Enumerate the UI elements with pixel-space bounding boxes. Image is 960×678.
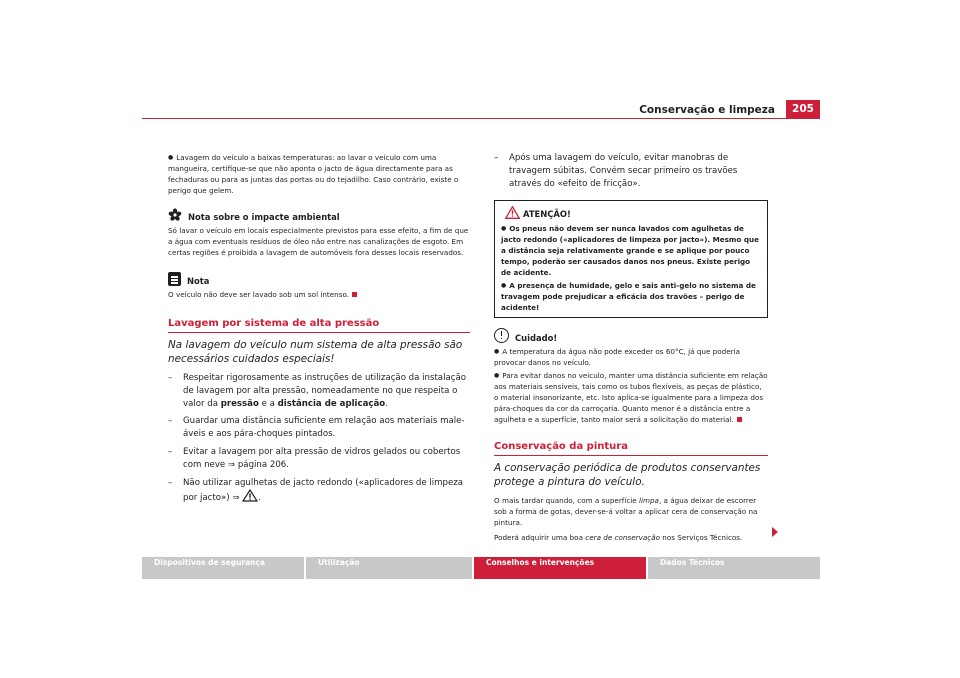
list-item: – Não utilizar agulhetas de jacto redondo («aplicadores de limpeza por jacto») ⇒ . — [168, 477, 464, 504]
caution-block — [494, 328, 768, 425]
warning-title: ATENÇÃO! — [523, 209, 571, 220]
caution-circle-icon — [494, 328, 509, 343]
instruction-list — [168, 372, 470, 505]
caution-item-distance: ● Para evitar danos no veículo, manter uma distância suficiente em relação aos materiais sensíveis, tais como os tubos flexíveis, as peças de plástico, o material insonorizante, etc. Isto aplica-se igualmente para a limpeza dos pára-choques da cor da carroçaria. Quanto menor é a distância entre a agulheta e a superfície, tanto maior será a solicitação do material. — [494, 371, 768, 424]
step-after-wash: Após uma lavagem do veículo, evitar manobras de travagem súbitas. Convém secar primeiro os travões através do «efeito de fricção». — [509, 153, 738, 189]
section-title-high-pressure: Lavagem por sistema de alta pressão — [168, 318, 380, 329]
list-item: – Após uma lavagem do veículo, evitar manobras de travagem súbitas. Convém secar primeiro os travões através do «efeito de fricção». — [494, 152, 768, 190]
right-column — [494, 152, 768, 543]
list-item: – Guardar uma distância suficiente em relação aos materiais maleáveis e aos pára-choques pintados. — [168, 416, 465, 440]
warning-box — [494, 200, 768, 318]
note-text: O veículo não deve ser lavado sob um sol intenso. — [168, 290, 349, 299]
warning-triangle-icon — [505, 206, 520, 219]
warning-item-brakes: ● A presença de humidade, gelo e sais anti-gelo no sistema de travagem pode prejudicar a eficácia dos travões – perigo de acidente! — [501, 280, 761, 313]
footer-tab-use[interactable]: Utilização — [306, 557, 472, 579]
section-rule — [494, 455, 768, 456]
running-header-title: Conservação e limpeza — [639, 104, 775, 116]
end-of-section-marker — [352, 292, 357, 297]
footer-tab-safety[interactable]: Dispositivos de segurança — [142, 557, 304, 579]
footer-tab-technical-data[interactable]: Dados Técnicos — [648, 557, 820, 579]
list-item: – Respeitar rigorosamente as instruções de utilização da instalação de lavagem por alta pressão, nomeadamente no que respeita o valor da pressão e a distância de aplicação. — [168, 373, 466, 409]
section-rule — [168, 332, 470, 333]
caution-item-temperature: ● A temperatura da água não pode exceder os 60°C, já que poderia provocar danos no veículo. — [494, 346, 768, 368]
bullet-low-temperature: ● Lavagem do veículo a baixas temperaturas: ao lavar o veículo com uma mangueira, certifique-se que não aponta o jacto de água directamente para as fechaduras ou para as juntas das portas ou do tejadilho. Caso contrário, existe o perigo que gelem. — [168, 152, 470, 196]
end-of-section-marker — [737, 417, 742, 422]
environment-note-title: Nota sobre o impacte ambiental — [188, 212, 340, 222]
left-column — [168, 152, 470, 505]
paint-care-paragraph-1: O mais tardar quando, com a superfície limpa, a água deixar de escorrer sob a forma de gotas, dever-se-á voltar a aplicar cera de conservação na pintura. — [494, 496, 758, 528]
list-item: – Evitar a lavagem por alta pressão de vidros gelados ou cobertos com neve ⇒ página 206. — [168, 446, 461, 470]
environment-flower-icon — [168, 208, 182, 222]
page-number: 205 — [786, 100, 820, 118]
header-rule — [142, 118, 820, 119]
caution-title: Cuidado! — [515, 333, 558, 344]
paint-care-section — [494, 441, 768, 543]
high-pressure-section — [168, 318, 470, 505]
section-subtitle-high-pressure: Na lavagem do veículo num sistema de alta pressão são necessários cuidados especiais! — [168, 339, 463, 365]
warning-item-tyres: ● Os pneus não devem ser nunca lavados com agulhetas de jacto redondo («aplicadores de limpeza por jacto»). Mesmo que a distância seja relativamente grande e se aplique por pouco tempo, poderão ser causados danos nos pneus. Existe perigo de acidente. — [501, 223, 761, 278]
note-block — [168, 272, 470, 300]
paint-care-paragraph-2: Poderá adquirir uma boa cera de conservação nos Serviços Técnicos. — [494, 533, 743, 543]
environment-note — [168, 208, 470, 258]
note-title: Nota — [187, 276, 210, 286]
section-title-paint-care: Conservação da pintura — [494, 441, 628, 453]
section-subtitle-paint-care: A conservação periódica de produtos conservantes protege a pintura do veículo. — [494, 462, 761, 488]
warning-triangle-icon — [242, 489, 258, 502]
footer-tab-advice[interactable]: Conselhos e intervenções — [474, 557, 646, 579]
continue-arrow-icon — [772, 527, 778, 537]
note-clipboard-icon — [168, 272, 181, 286]
environment-note-text: Só lavar o veículo em locais especialmente previstos para esse efeito, a fim de que a água com eventuais resíduos de óleo não entre nas canalizações de esgoto. Em certas regiões é proibida a lavagem de automóveis fora desses locais reservados. — [168, 226, 469, 257]
